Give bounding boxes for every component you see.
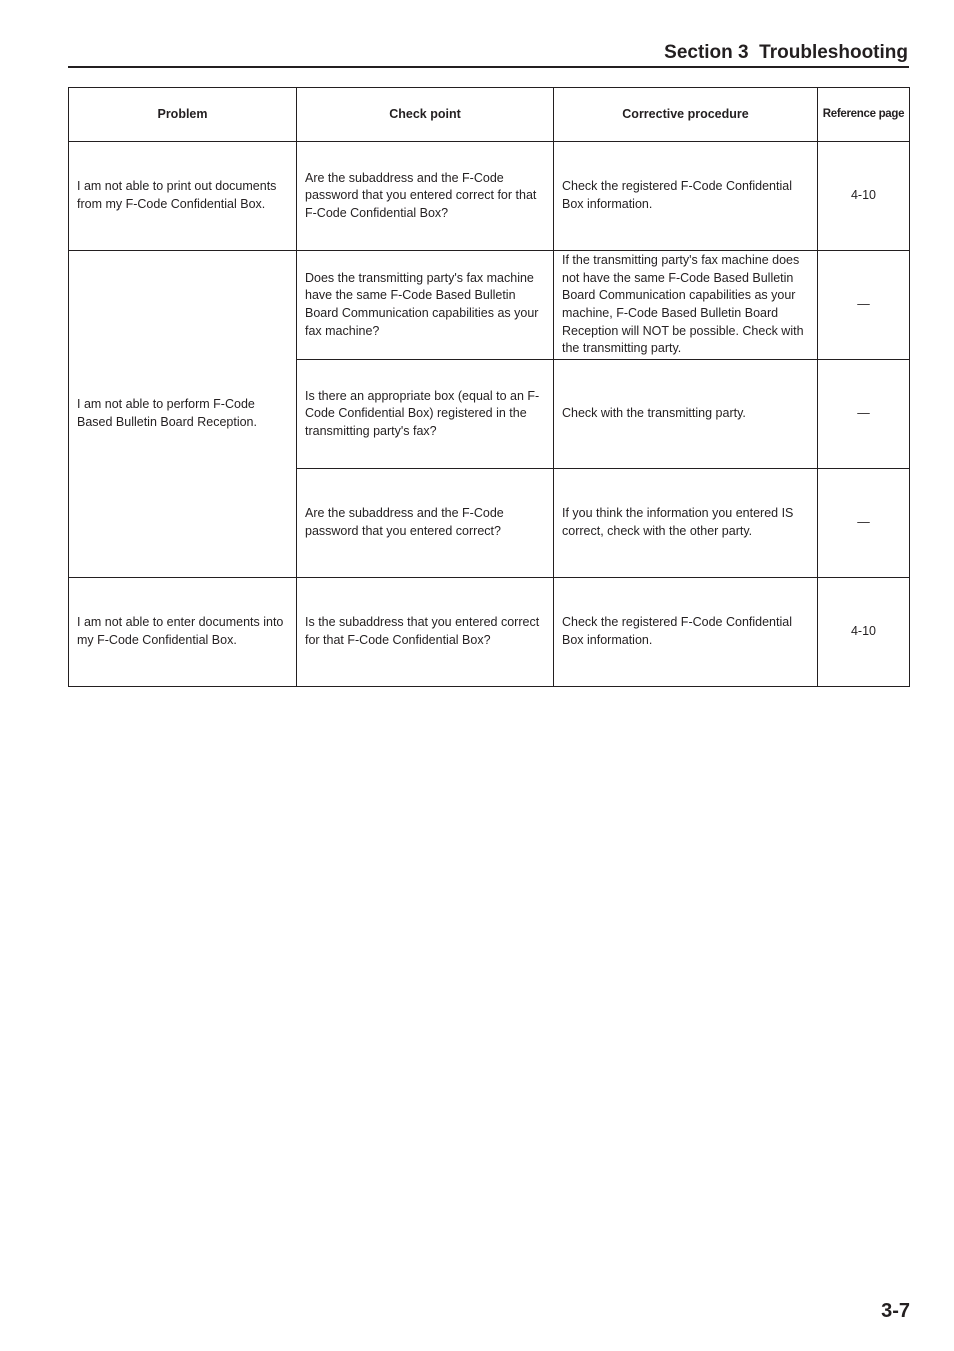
column-header-reference-page: Reference page bbox=[818, 88, 910, 142]
check-point-cell: Is the subaddress that you entered correct for that F-Code Confidential Box? bbox=[297, 578, 554, 687]
corrective-procedure-cell: If the transmitting party's fax machine does not have the same F-Code Based Bulletin Board Communication capabilities as your machine, F-Code Based Bulletin Board Reception will NOT be possible. Check with the transmitting party. bbox=[554, 251, 818, 360]
table-row bbox=[69, 142, 910, 251]
problem-cell: I am not able to perform F-Code Based Bulletin Board Reception. bbox=[69, 251, 297, 578]
reference-page-cell: 4-10 bbox=[818, 142, 910, 251]
page-number: 3-7 bbox=[881, 1300, 910, 1322]
check-point-cell: Are the subaddress and the F-Code password that you entered correct for that F-Code Confidential Box? bbox=[297, 142, 554, 251]
problem-cell: I am not able to enter documents into my F-Code Confidential Box. bbox=[69, 578, 297, 687]
section-title: Section 3 Troubleshooting bbox=[664, 42, 908, 63]
reference-page-cell: 4-10 bbox=[818, 578, 910, 687]
table-row bbox=[69, 578, 910, 687]
column-header-corrective-procedure: Corrective procedure bbox=[554, 88, 818, 142]
reference-page-cell: — bbox=[818, 469, 910, 578]
column-header-check-point: Check point bbox=[297, 88, 554, 142]
reference-page-cell: — bbox=[818, 360, 910, 469]
corrective-procedure-cell: If you think the information you entered IS correct, check with the other party. bbox=[554, 469, 818, 578]
column-header-problem: Problem bbox=[69, 88, 297, 142]
corrective-procedure-cell: Check the registered F-Code Confidential Box information. bbox=[554, 578, 818, 687]
corrective-procedure-cell: Check the registered F-Code Confidential Box information. bbox=[554, 142, 818, 251]
check-point-cell: Is there an appropriate box (equal to an F-Code Confidential Box) registered in the transmitting party's fax? bbox=[297, 360, 554, 469]
header-rule bbox=[68, 66, 909, 68]
troubleshooting-table bbox=[68, 87, 910, 687]
problem-cell: I am not able to print out documents from my F-Code Confidential Box. bbox=[69, 142, 297, 251]
check-point-cell: Does the transmitting party's fax machine have the same F-Code Based Bulletin Board Communication capabilities as your fax machine? bbox=[297, 251, 554, 360]
table-row bbox=[69, 251, 910, 360]
reference-page-cell: — bbox=[818, 251, 910, 360]
corrective-procedure-cell: Check with the transmitting party. bbox=[554, 360, 818, 469]
check-point-cell: Are the subaddress and the F-Code password that you entered correct? bbox=[297, 469, 554, 578]
table-header-row bbox=[69, 88, 910, 142]
